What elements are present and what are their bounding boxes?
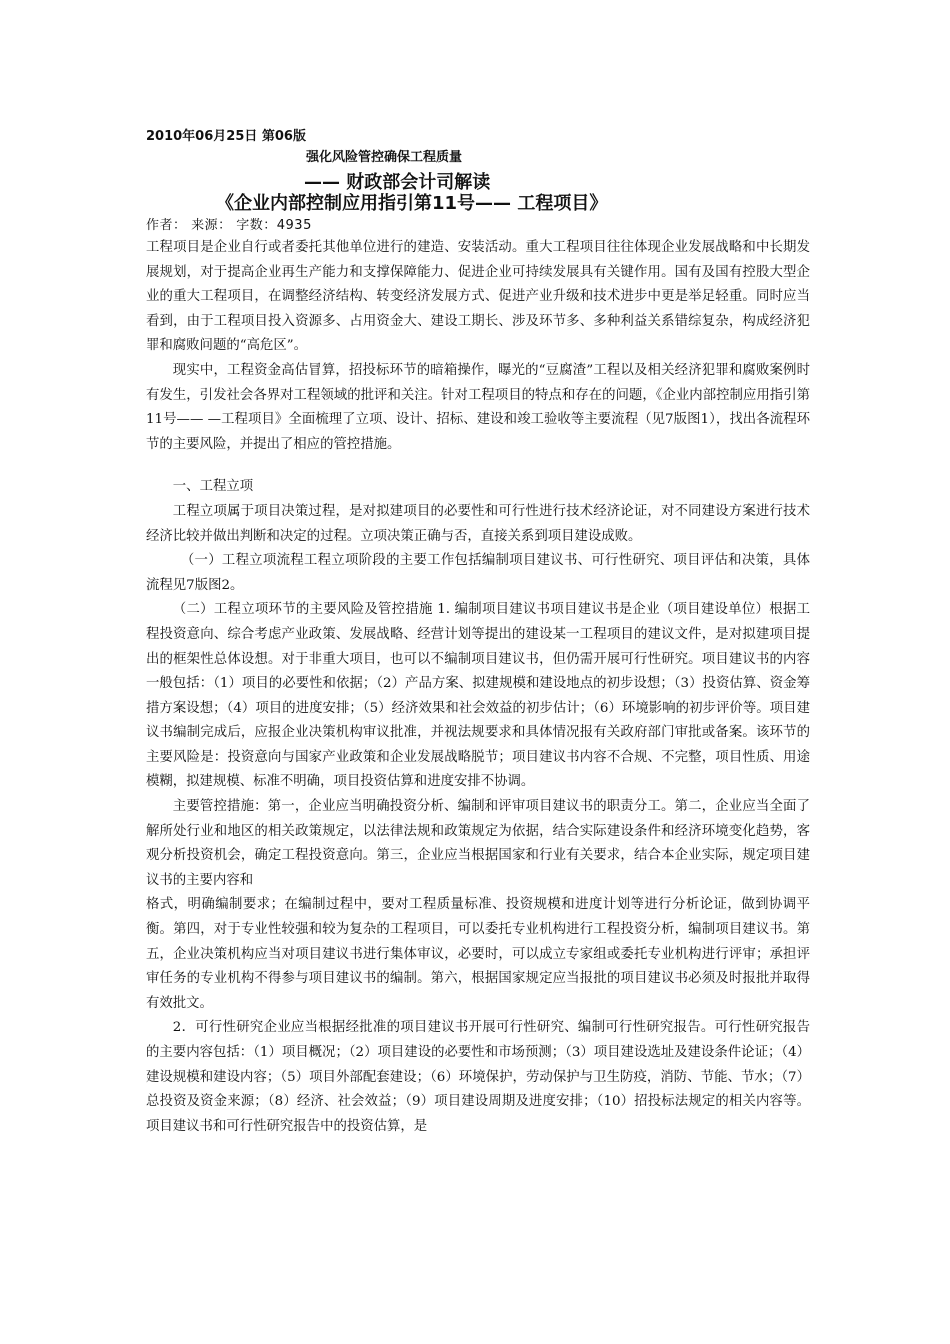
paragraph-approval-flow: （一）工程立项流程工程立项阶段的主要工作包括编制项目建议书、可行性研究、项目评估和决策，具体流程见7版图2。 xyxy=(146,553,810,593)
byline: 作者： 来源： 字数：4935 xyxy=(146,218,312,233)
document-page xyxy=(146,128,810,1139)
paragraph-approval-risks: （二）工程立项环节的主要风险及管控措施 1. 编制项目建议书项目建议书是企业（项目建设单位）根据工程投资意向、综合考虑产业政策、发展战略、经营计划等提出的建设某一工程项目的建议文件，是对拟建项目提出的框架性总体设想。对于非重大项目，也可以不编制项目建议书，但仍需开展可行性研究。项目建议书的内容一般包括：（1）项目的必要性和依据；（2）产品方案、拟建规模和建设地点的初步设想；（3）投资估算、资金筹措方案设想；（4）项目的进度安排；（5）经济效果和社会效益的初步估计；（6）环境影响的初步评价等。项目建议书编制完成后，应报企业决策机构审议批准，并视法规要求和具体情况报有关政府部门审批或备案。该环节的主要风险是：投资意向与国家产业政策和企业发展战略脱节；项目建议书内容不合规、不完整，项目性质、用途模糊，拟建规模、标准不明确，项目投资估算和进度安排不协调。 xyxy=(146,602,810,790)
paragraph-reality: 现实中，工程资金高估冒算，招投标环节的暗箱操作，曝光的“豆腐渣”工程以及相关经济犯罪和腐败案例时有发生，引发社会各界对工程领域的批评和关注。针对工程项目的特点和存在的问题，《企业内部控制应用指引第11号—— —工程项目》全面梳理了立项、设计、招标、建设和竣工验收等主要流程（见7版图1），找出各流程环节的主要风险，并提出了相应的管控措施。 xyxy=(146,362,810,452)
paragraph-control-measures: 主要管控措施：第一，企业应当明确投资分析、编制和评审项目建议书的职责分工。第二，企业应当全面了解所处行业和地区的相关政策规定，以法律法规和政策规定为依据，结合实际建设条件和经济环境变化趋势，客观分析投资机会，确定工程投资意向。第三，企业应当根据国家和行业有关要求，结合本企业实际，规定项目建议书的主要内容和 xyxy=(146,799,810,888)
article-subtitle: 强化风险管控确保工程质量 xyxy=(306,150,463,165)
section-heading-project-approval: 一、工程立项 xyxy=(172,479,254,495)
paragraph-control-measures-cont: 格式，明确编制要求；在编制过程中，要对工程质量标准、投资规模和进度计划等进行分析论证，做到协调平衡。第四，对于专业性较强和较为复杂的工程项目，可以委托专业机构进行工程投资分析，编制项目建议书。第五，企业决策机构应当对项目建议书进行集体审议，必要时，可以成立专家组或委托专业机构进行评审；承担评审任务的专业机构不得参与项目建议书的编制。第六，根据国家规定应当报批的项目建议书必须及时报批并取得有效批文。 xyxy=(146,897,810,1011)
dateline: 2010年06月25日 第06版 xyxy=(146,129,306,144)
paragraph-feasibility-study: 2．可行性研究企业应当根据经批准的项目建议书开展可行性研究、编制可行性研究报告。可行性研究报告的主要内容包括：（1）项目概况；（2）项目建设的必要性和市场预测；（3）项目建设选址及建设条件论证；（4）建设规模和建设内容；（5）项目外部配套建设；（6）环境保护，劳动保护与卫生防疫，消防、节能、节水；（7）总投资及资金来源；（8）经济、社会效益；（9）项目建设周期及进度安排；（10）招投标法规定的相关内容等。项目建议书和可行性研究报告中的投资估算，是 xyxy=(146,1020,810,1134)
paragraph-intro: 工程项目是企业自行或者委托其他单位进行的建造、安装活动。重大工程项目往往体现企业发展战略和中长期发展规划，对于提高企业再生产能力和支撑保障能力、促进企业可持续发展具有关键作用。国有及国有控股大型企业的重大工程项目，在调整经济结构、转变经济发展方式、促进产业升级和技术进步中更是举足轻重。同时应当看到，由于工程项目投入资源多、占用资金大、建设工期长、涉及环节多、多种利益关系错综复杂，构成经济犯罪和腐败问题的“高危区”。 xyxy=(146,240,810,354)
article-title-line1: —— 财政部会计司解读 xyxy=(304,172,491,193)
paragraph-approval-definition: 工程立项属于项目决策过程，是对拟建项目的必要性和可行性进行技术经济论证，对不同建设方案进行技术经济比较并做出判断和决定的过程。立项决策正确与否，直接关系到项目建设成败。 xyxy=(146,503,810,544)
section-gap xyxy=(146,457,810,475)
article-title-line2: 《企业内部控制应用指引第11号—— 工程项目》 xyxy=(216,193,608,214)
